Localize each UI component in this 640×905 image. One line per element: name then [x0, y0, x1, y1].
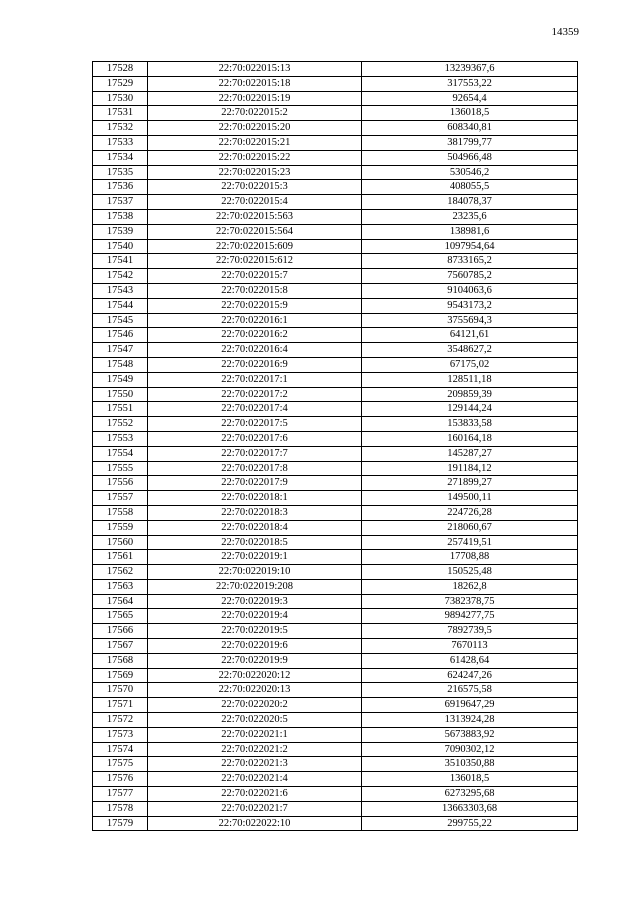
row-number-cell: 17568	[93, 653, 148, 668]
cadastral-number-cell: 22:70:022016:4	[148, 343, 362, 358]
table-row	[93, 269, 578, 284]
table-row	[93, 298, 578, 313]
table-row	[93, 698, 578, 713]
value-cell: 408055,5	[362, 180, 578, 195]
row-number-cell: 17543	[93, 283, 148, 298]
value-cell: 3548627,2	[362, 343, 578, 358]
value-cell: 9543173,2	[362, 298, 578, 313]
value-cell: 216575,58	[362, 683, 578, 698]
value-cell: 61428,64	[362, 653, 578, 668]
cadastral-number-cell: 22:70:022017:4	[148, 402, 362, 417]
value-cell: 64121,61	[362, 328, 578, 343]
row-number-cell: 17547	[93, 343, 148, 358]
row-number-cell: 17579	[93, 816, 148, 831]
cadastral-number-cell: 22:70:022015:564	[148, 224, 362, 239]
cadastral-number-cell: 22:70:022017:5	[148, 417, 362, 432]
cadastral-number-cell: 22:70:022015:3	[148, 180, 362, 195]
value-cell: 271899,27	[362, 476, 578, 491]
table-row	[93, 772, 578, 787]
value-cell: 128511,18	[362, 372, 578, 387]
row-number-cell: 17541	[93, 254, 148, 269]
cadastral-number-cell: 22:70:022017:6	[148, 431, 362, 446]
table-body	[93, 62, 578, 831]
table-row	[93, 713, 578, 728]
cadastral-number-cell: 22:70:022015:13	[148, 62, 362, 77]
value-cell: 7892739,5	[362, 624, 578, 639]
table-row	[93, 431, 578, 446]
cadastral-number-cell: 22:70:022017:2	[148, 387, 362, 402]
row-number-cell: 17552	[93, 417, 148, 432]
table-row	[93, 565, 578, 580]
table-row	[93, 742, 578, 757]
value-cell: 299755,22	[362, 816, 578, 831]
cadastral-number-cell: 22:70:022019:10	[148, 565, 362, 580]
value-cell: 3510350,88	[362, 757, 578, 772]
table-row	[93, 76, 578, 91]
row-number-cell: 17534	[93, 150, 148, 165]
row-number-cell: 17554	[93, 446, 148, 461]
table-row	[93, 402, 578, 417]
table-row	[93, 683, 578, 698]
cadastral-number-cell: 22:70:022017:7	[148, 446, 362, 461]
row-number-cell: 17537	[93, 195, 148, 210]
row-number-cell: 17532	[93, 121, 148, 136]
row-number-cell: 17566	[93, 624, 148, 639]
cadastral-number-cell: 22:70:022015:21	[148, 135, 362, 150]
row-number-cell: 17576	[93, 772, 148, 787]
row-number-cell: 17535	[93, 165, 148, 180]
row-number-cell: 17577	[93, 787, 148, 802]
row-number-cell: 17574	[93, 742, 148, 757]
cadastral-number-cell: 22:70:022015:7	[148, 269, 362, 284]
table-row	[93, 653, 578, 668]
row-number-cell: 17531	[93, 106, 148, 121]
table-row	[93, 328, 578, 343]
cadastral-number-cell: 22:70:022015:18	[148, 76, 362, 91]
value-cell: 13239367,6	[362, 62, 578, 77]
table-row	[93, 639, 578, 654]
value-cell: 145287,27	[362, 446, 578, 461]
row-number-cell: 17550	[93, 387, 148, 402]
table-row	[93, 165, 578, 180]
value-cell: 9104063,6	[362, 283, 578, 298]
row-number-cell: 17578	[93, 801, 148, 816]
row-number-cell: 17530	[93, 91, 148, 106]
value-cell: 1313924,28	[362, 713, 578, 728]
row-number-cell: 17555	[93, 461, 148, 476]
row-number-cell: 17549	[93, 372, 148, 387]
value-cell: 153833,58	[362, 417, 578, 432]
row-number-cell: 17575	[93, 757, 148, 772]
table-row	[93, 668, 578, 683]
cadastral-number-cell: 22:70:022022:10	[148, 816, 362, 831]
value-cell: 136018,5	[362, 106, 578, 121]
row-number-cell: 17558	[93, 505, 148, 520]
table-row	[93, 254, 578, 269]
value-cell: 191184,12	[362, 461, 578, 476]
cadastral-number-cell: 22:70:022019:208	[148, 579, 362, 594]
cadastral-number-cell: 22:70:022021:1	[148, 727, 362, 742]
cadastral-number-cell: 22:70:022018:5	[148, 535, 362, 550]
table-row	[93, 283, 578, 298]
cadastral-number-cell: 22:70:022021:4	[148, 772, 362, 787]
table-row	[93, 91, 578, 106]
cadastral-number-cell: 22:70:022019:6	[148, 639, 362, 654]
value-cell: 608340,81	[362, 121, 578, 136]
value-cell: 7560785,2	[362, 269, 578, 284]
value-cell: 6273295,68	[362, 787, 578, 802]
table-row	[93, 594, 578, 609]
row-number-cell: 17560	[93, 535, 148, 550]
value-cell: 257419,51	[362, 535, 578, 550]
value-cell: 504966,48	[362, 150, 578, 165]
cadastral-number-cell: 22:70:022015:20	[148, 121, 362, 136]
cadastral-value-table	[92, 61, 578, 831]
cadastral-number-cell: 22:70:022018:1	[148, 491, 362, 506]
value-cell: 224726,28	[362, 505, 578, 520]
page-number: 14359	[551, 26, 579, 38]
cadastral-number-cell: 22:70:022017:8	[148, 461, 362, 476]
table-row	[93, 195, 578, 210]
cadastral-number-cell: 22:70:022015:8	[148, 283, 362, 298]
table-row	[93, 579, 578, 594]
table-row	[93, 550, 578, 565]
value-cell: 17708,88	[362, 550, 578, 565]
value-cell: 13663303,68	[362, 801, 578, 816]
cadastral-number-cell: 22:70:022017:1	[148, 372, 362, 387]
row-number-cell: 17538	[93, 209, 148, 224]
row-number-cell: 17536	[93, 180, 148, 195]
table-row	[93, 417, 578, 432]
table-row	[93, 476, 578, 491]
value-cell: 18262,8	[362, 579, 578, 594]
table-row	[93, 239, 578, 254]
row-number-cell: 17559	[93, 520, 148, 535]
value-cell: 184078,37	[362, 195, 578, 210]
value-cell: 149500,11	[362, 491, 578, 506]
value-cell: 209859,39	[362, 387, 578, 402]
row-number-cell: 17551	[93, 402, 148, 417]
table-row	[93, 106, 578, 121]
cadastral-number-cell: 22:70:022021:2	[148, 742, 362, 757]
value-cell: 624247,26	[362, 668, 578, 683]
table-row	[93, 535, 578, 550]
row-number-cell: 17573	[93, 727, 148, 742]
cadastral-number-cell: 22:70:022015:22	[148, 150, 362, 165]
row-number-cell: 17569	[93, 668, 148, 683]
cadastral-number-cell: 22:70:022017:9	[148, 476, 362, 491]
cadastral-number-cell: 22:70:022015:4	[148, 195, 362, 210]
value-cell: 1097954,64	[362, 239, 578, 254]
value-cell: 381799,77	[362, 135, 578, 150]
cadastral-number-cell: 22:70:022021:3	[148, 757, 362, 772]
table-row	[93, 624, 578, 639]
row-number-cell: 17563	[93, 579, 148, 594]
table-row	[93, 313, 578, 328]
row-number-cell: 17528	[93, 62, 148, 77]
value-cell: 6919647,29	[362, 698, 578, 713]
table-row	[93, 757, 578, 772]
table-row	[93, 180, 578, 195]
table-row	[93, 801, 578, 816]
cadastral-number-cell: 22:70:022020:12	[148, 668, 362, 683]
value-cell: 7382378,75	[362, 594, 578, 609]
cadastral-number-cell: 22:70:022015:2	[148, 106, 362, 121]
row-number-cell: 17529	[93, 76, 148, 91]
cadastral-number-cell: 22:70:022019:5	[148, 624, 362, 639]
row-number-cell: 17565	[93, 609, 148, 624]
row-number-cell: 17556	[93, 476, 148, 491]
row-number-cell: 17546	[93, 328, 148, 343]
table-row	[93, 609, 578, 624]
cadastral-number-cell: 22:70:022020:2	[148, 698, 362, 713]
table-row	[93, 505, 578, 520]
value-cell: 92654,4	[362, 91, 578, 106]
value-cell: 9894277,75	[362, 609, 578, 624]
value-cell: 129144,24	[362, 402, 578, 417]
table-row	[93, 121, 578, 136]
row-number-cell: 17540	[93, 239, 148, 254]
cadastral-number-cell: 22:70:022015:23	[148, 165, 362, 180]
table-row	[93, 135, 578, 150]
cadastral-number-cell: 22:70:022015:612	[148, 254, 362, 269]
table-row	[93, 520, 578, 535]
row-number-cell: 17571	[93, 698, 148, 713]
value-cell: 3755694,3	[362, 313, 578, 328]
value-cell: 138981,6	[362, 224, 578, 239]
cadastral-number-cell: 22:70:022020:13	[148, 683, 362, 698]
value-cell: 7670113	[362, 639, 578, 654]
value-cell: 67175,02	[362, 357, 578, 372]
table-row	[93, 727, 578, 742]
cadastral-number-cell: 22:70:022016:1	[148, 313, 362, 328]
row-number-cell: 17564	[93, 594, 148, 609]
cadastral-number-cell: 22:70:022019:1	[148, 550, 362, 565]
table-row	[93, 491, 578, 506]
value-cell: 160164,18	[362, 431, 578, 446]
cadastral-number-cell: 22:70:022019:3	[148, 594, 362, 609]
row-number-cell: 17562	[93, 565, 148, 580]
value-cell: 5673883,92	[362, 727, 578, 742]
table-row	[93, 209, 578, 224]
value-cell: 150525,48	[362, 565, 578, 580]
row-number-cell: 17542	[93, 269, 148, 284]
cadastral-number-cell: 22:70:022016:2	[148, 328, 362, 343]
value-cell: 218060,67	[362, 520, 578, 535]
cadastral-number-cell: 22:70:022021:6	[148, 787, 362, 802]
table-row	[93, 787, 578, 802]
row-number-cell: 17570	[93, 683, 148, 698]
table-row	[93, 357, 578, 372]
table-row	[93, 816, 578, 831]
table-row	[93, 224, 578, 239]
cadastral-number-cell: 22:70:022018:3	[148, 505, 362, 520]
row-number-cell: 17544	[93, 298, 148, 313]
cadastral-number-cell: 22:70:022015:609	[148, 239, 362, 254]
value-cell: 23235,6	[362, 209, 578, 224]
table-row	[93, 372, 578, 387]
table-row	[93, 446, 578, 461]
table-row	[93, 343, 578, 358]
value-cell: 7090302,12	[362, 742, 578, 757]
cadastral-number-cell: 22:70:022015:563	[148, 209, 362, 224]
cadastral-number-cell: 22:70:022015:9	[148, 298, 362, 313]
cadastral-number-cell: 22:70:022021:7	[148, 801, 362, 816]
value-cell: 317553,22	[362, 76, 578, 91]
cadastral-number-cell: 22:70:022019:9	[148, 653, 362, 668]
table-row	[93, 387, 578, 402]
row-number-cell: 17557	[93, 491, 148, 506]
row-number-cell: 17545	[93, 313, 148, 328]
value-cell: 8733165,2	[362, 254, 578, 269]
table-row	[93, 150, 578, 165]
table-row	[93, 62, 578, 77]
row-number-cell: 17572	[93, 713, 148, 728]
row-number-cell: 17567	[93, 639, 148, 654]
table-row	[93, 461, 578, 476]
cadastral-number-cell: 22:70:022019:4	[148, 609, 362, 624]
row-number-cell: 17553	[93, 431, 148, 446]
cadastral-number-cell: 22:70:022020:5	[148, 713, 362, 728]
row-number-cell: 17539	[93, 224, 148, 239]
row-number-cell: 17533	[93, 135, 148, 150]
value-cell: 136018,5	[362, 772, 578, 787]
row-number-cell: 17561	[93, 550, 148, 565]
cadastral-number-cell: 22:70:022016:9	[148, 357, 362, 372]
row-number-cell: 17548	[93, 357, 148, 372]
cadastral-number-cell: 22:70:022015:19	[148, 91, 362, 106]
value-cell: 530546,2	[362, 165, 578, 180]
cadastral-number-cell: 22:70:022018:4	[148, 520, 362, 535]
